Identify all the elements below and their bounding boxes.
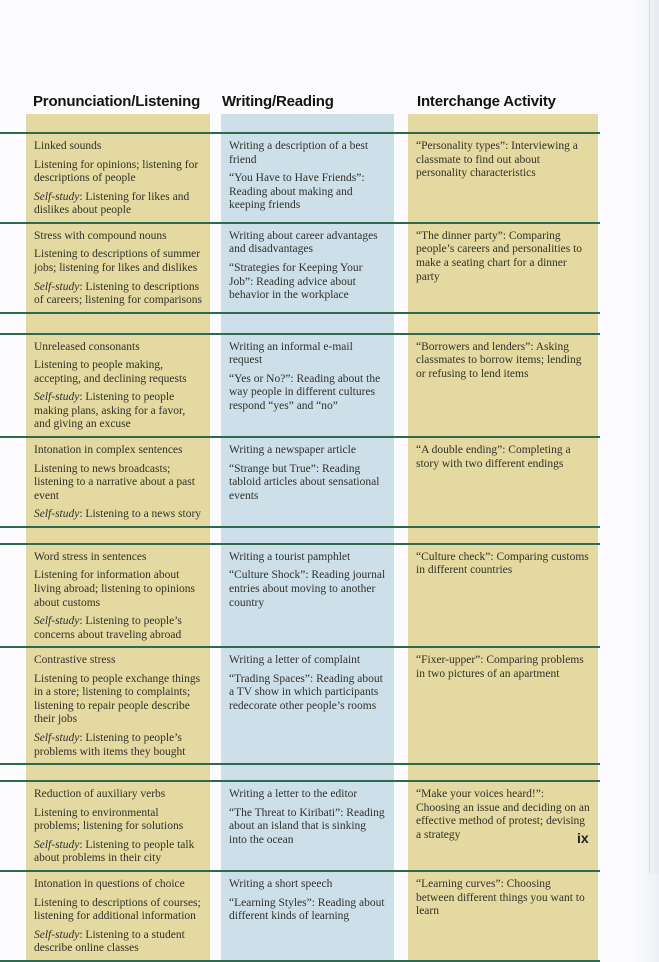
header-writing-reading: Writing/Reading: [222, 93, 334, 110]
text-paragraph: Self-study: Listening to people’s concerns about traveling abroad: [34, 615, 182, 641]
text-paragraph: Intonation in complex sentences: [34, 444, 183, 456]
cell-writing-reading: [221, 134, 394, 222]
text-paragraph: Listening to descriptions of courses; listening for additional information: [34, 896, 201, 923]
text-paragraph: “Make your voices heard!”: Choosing an issue and deciding on an effective method of protest; devising a strategy: [416, 788, 590, 841]
text-paragraph: “Fixer-upper”: Comparing problems in two pictures of an apartment: [416, 654, 584, 680]
self-study-label: Self-study: [34, 928, 80, 941]
text-paragraph: Self-study: Listening to people making plans, asking for a favor, and giving an excuse: [34, 391, 186, 431]
text-paragraph: Writing a tourist pamphlet: [229, 550, 351, 563]
cell-interchange-activity: [408, 224, 598, 312]
self-study-label: Self-study: [34, 508, 80, 521]
self-study-label: Self-study: [34, 280, 80, 293]
unit-row: [0, 436, 600, 526]
text-paragraph: Writing an informal e-mail request: [229, 340, 353, 367]
text-paragraph: “The dinner party”: Comparing people’s careers and personalities to make a seating chart for a dinner party: [416, 229, 583, 283]
text-paragraph: Listening for information about living abroad; listening to opinions about customs: [34, 569, 195, 609]
unit-row: [0, 222, 600, 312]
text-paragraph: “Culture Shock”: Reading journal entries about moving to another country: [229, 569, 386, 609]
text-paragraph: Self-study: Listening to people talk about problems in their city: [34, 838, 195, 865]
text-paragraph: Self-study: Listening to a news story: [34, 508, 202, 521]
text-paragraph: Listening to news broadcasts; listening to a narrative about a past event: [34, 462, 195, 502]
text-paragraph: Listening for opinions; listening for descriptions of people: [34, 158, 199, 185]
cell-writing-reading: [221, 545, 394, 646]
text-paragraph: “Culture check”: Comparing customs in different countries: [416, 550, 589, 577]
text-paragraph: Listening to people making, accepting, and declining requests: [34, 359, 187, 385]
text-paragraph: Unreleased consonants: [34, 340, 140, 353]
spacer-cell: [221, 314, 394, 333]
text-paragraph: Writing a letter of complaint: [229, 654, 361, 667]
header-pronunciation-listening: Pronunciation/Listening: [33, 93, 201, 110]
cell-writing-reading: [221, 782, 394, 870]
text-paragraph: “You Have to Have Friends”: Reading about making and keeping friends: [229, 172, 365, 212]
cell-writing-reading: [221, 438, 394, 526]
cell-interchange-activity: [408, 134, 598, 222]
group-spacer: [0, 763, 600, 780]
top-strip-cell: [26, 114, 210, 132]
unit-row: [0, 646, 600, 763]
cell-pronunciation-listening: [26, 438, 210, 526]
cell-writing-reading: [221, 648, 394, 763]
cell-interchange-activity: [408, 335, 598, 436]
text-paragraph: Writing a newspaper article: [229, 444, 356, 456]
text-paragraph: Word stress in sentences: [34, 550, 147, 563]
self-study-label: Self-study: [34, 732, 80, 744]
text-paragraph: Self-study: Listening to descriptions of careers; listening for comparisons: [34, 280, 202, 307]
spacer-cell: [408, 528, 598, 543]
table-bottom-line: [0, 960, 600, 962]
text-paragraph: “The Threat to Kiribati”: Reading about an island that is sinking into the ocean: [229, 806, 385, 846]
spacer-cell: [26, 528, 210, 543]
text-paragraph: Intonation in questions of choice: [34, 877, 185, 890]
spacer-cell: [221, 765, 394, 780]
table-top-strip: [0, 114, 600, 132]
text-paragraph: Listening to environmental problems; listening for solutions: [34, 806, 184, 833]
syllabus-table: [0, 114, 600, 962]
text-paragraph: Linked sounds: [34, 140, 102, 152]
text-paragraph: Contrastive stress: [34, 654, 116, 667]
text-paragraph: Writing a description of a best friend: [229, 140, 369, 166]
cell-interchange-activity: [408, 545, 598, 646]
cell-interchange-activity: [408, 648, 598, 763]
header-interchange-activity: Interchange Activity: [417, 93, 556, 110]
text-paragraph: “Learning Styles”: Reading about different kinds of learning: [229, 896, 385, 923]
cell-pronunciation-listening: [26, 782, 210, 870]
text-paragraph: Writing a short speech: [229, 877, 333, 890]
text-paragraph: “Trading Spaces”: Reading about a TV show in which participants redecorate other people’s rooms: [229, 672, 383, 712]
cell-pronunciation-listening: [26, 648, 210, 763]
scanned-page-edge: [649, 0, 659, 874]
text-paragraph: “Yes or No?”: Reading about the way people in different cultures respond “yes” and “no”: [229, 372, 381, 412]
spacer-cell: [26, 765, 210, 780]
spacer-cell: [408, 314, 598, 333]
cell-writing-reading: [221, 335, 394, 436]
text-paragraph: “Personality types”: Interviewing a classmate to find out about personality characteristics: [416, 140, 578, 180]
self-study-label: Self-study: [34, 838, 80, 851]
cell-pronunciation-listening: [26, 335, 210, 436]
cell-writing-reading: [221, 224, 394, 312]
cell-writing-reading: [221, 872, 394, 960]
top-strip-cell: [221, 114, 394, 132]
spacer-cell: [26, 314, 210, 333]
page-number: ix: [577, 830, 589, 846]
top-strip-cell: [408, 114, 598, 132]
text-paragraph: “Strange but True”: Reading tabloid articles about sensational events: [229, 462, 380, 502]
text-paragraph: “Borrowers and lenders”: Asking classmates to borrow items; lending or refusing to lend items: [416, 340, 582, 380]
unit-row: [0, 132, 600, 222]
cell-interchange-activity: [408, 872, 598, 960]
text-paragraph: Listening to descriptions of summer jobs; listening for likes and dislikes: [34, 248, 201, 274]
text-paragraph: “A double ending”: Completing a story with two different endings: [416, 444, 571, 470]
text-paragraph: Listening to people exchange things in a store; listening to complaints; listening to repair people describe their jobs: [34, 672, 201, 726]
text-paragraph: Reduction of auxiliary verbs: [34, 788, 166, 801]
text-paragraph: Self-study: Listening to people’s problems with items they bought: [34, 732, 186, 758]
cell-interchange-activity: [408, 782, 598, 870]
self-study-label: Self-study: [34, 615, 80, 628]
cell-pronunciation-listening: [26, 545, 210, 646]
text-paragraph: Writing about career advantages and disadvantages: [229, 229, 378, 256]
cell-pronunciation-listening: [26, 134, 210, 222]
text-paragraph: Self-study: Listening for likes and dislikes about people: [34, 190, 190, 217]
spacer-cell: [408, 765, 598, 780]
text-paragraph: Self-study: Listening to a student describe online classes: [34, 928, 185, 955]
cell-pronunciation-listening: [26, 872, 210, 960]
text-paragraph: “Strategies for Keeping Your Job”: Reading advice about behavior in the workplace: [229, 261, 363, 302]
unit-row: [0, 870, 600, 960]
self-study-label: Self-study: [34, 391, 80, 404]
text-paragraph: “Learning curves”: Choosing between different things you want to learn: [416, 877, 585, 918]
group-spacer: [0, 312, 600, 333]
text-paragraph: Writing a letter to the editor: [229, 788, 358, 801]
cell-interchange-activity: [408, 438, 598, 526]
unit-row: [0, 780, 600, 870]
spacer-cell: [221, 528, 394, 543]
unit-row: [0, 543, 600, 646]
unit-row: [0, 333, 600, 436]
column-headers: [0, 93, 659, 115]
self-study-label: Self-study: [34, 190, 80, 203]
cell-pronunciation-listening: [26, 224, 210, 312]
group-spacer: [0, 526, 600, 543]
text-paragraph: Stress with compound nouns: [34, 229, 167, 242]
